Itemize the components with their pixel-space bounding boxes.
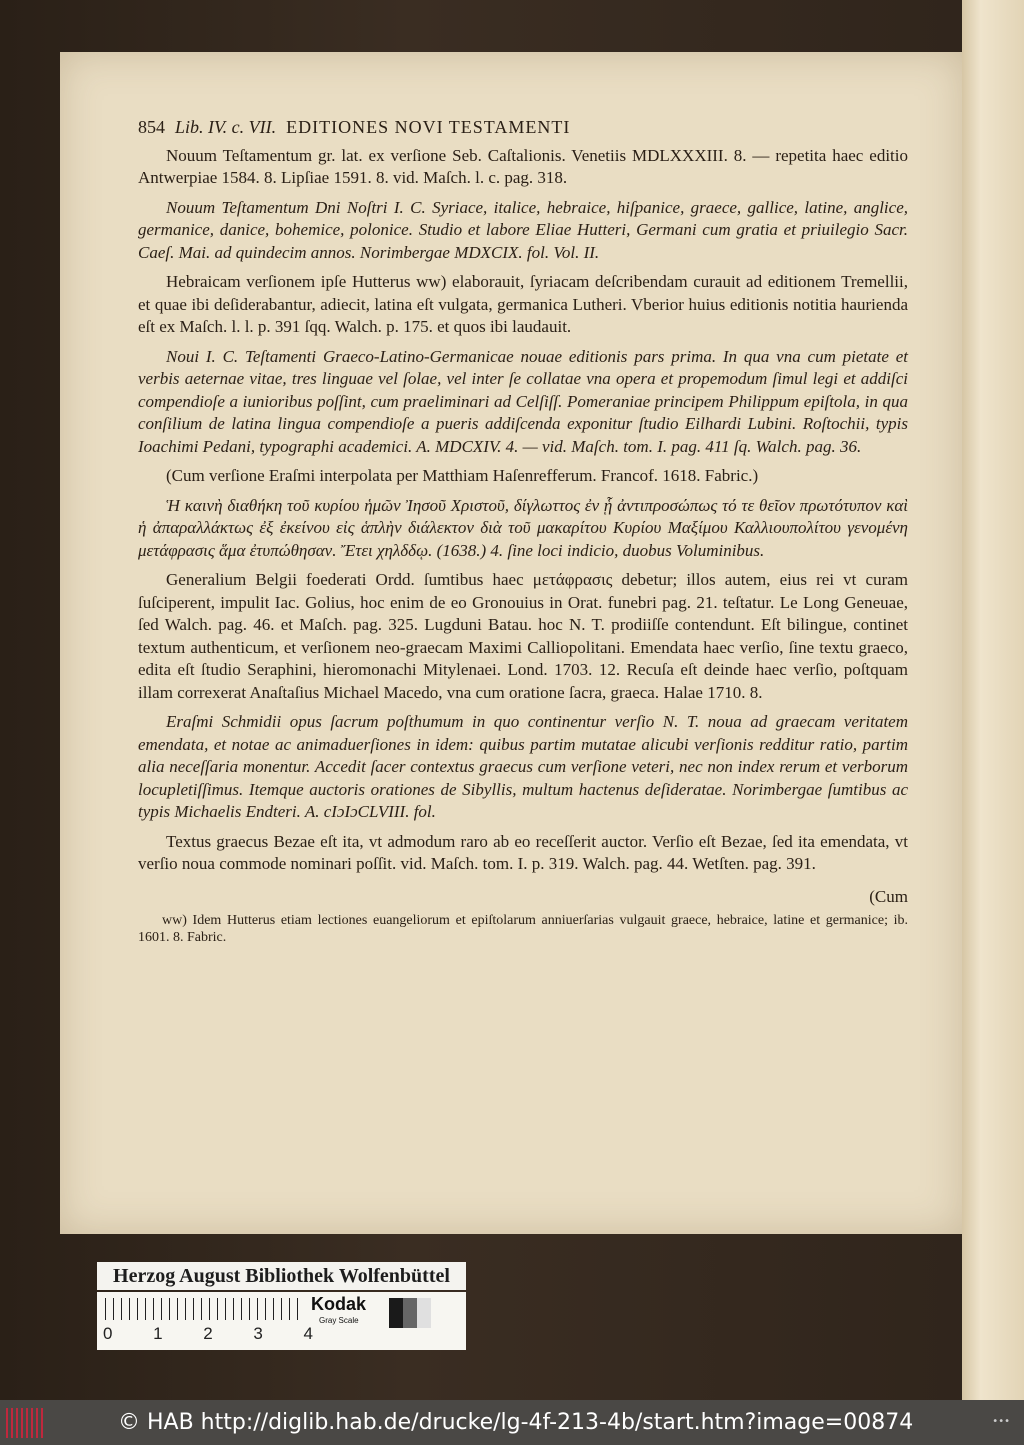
- gray-patch: [389, 1298, 403, 1328]
- paragraph: Nouum Teſtamentum gr. lat. ex verſione Seb. Caſtalionis. Venetiis MDLXXXIII. 8. — repetita haec editio Antwerpiae 1584. 8. Lipſiae 1591. 8. vid. Maſch. l. c. pag. 318.: [138, 145, 908, 187]
- running-title: EDITIONES NOVI TESTAMENTI: [286, 117, 571, 137]
- kodak-brand: Kodak: [311, 1294, 367, 1314]
- copyright-url[interactable]: © HAB http://diglib.hab.de/drucke/lg-4f-213-4b/start.htm?image=00874: [118, 1410, 914, 1435]
- paragraph: Noui I. C. Teſtamenti Graeco-Latino-Germanicae nouae editionis pars prima. In qua vna cum pietate et verbis aeternae vitae, tres linguae vel ſolae, vel inter ſe collatae vna opera et propemodum ſimul legi et addiſci compendioſe a iunioribus poſſint, cum praeliminari ad Celſiſſ. Pomeraniae principem Philippum epiſtola, in qua conſilium de latina lingua compendioſe a pueris addiſcenda exponitur ſtudio Eilhardi Lubini. Roſtochii, typis Ioachimi Pedani, typographi academici. A. MDCXIV. 4. — vid. Maſch. tom. I. pag. 411 ſq. Walch. pag. 36.: [138, 346, 908, 456]
- gray-patch: [417, 1298, 431, 1328]
- paragraph: Hebraicam verſionem ipſe Hutterus ww) elaborauit, ſyriacam deſcribendam curauit ad editionem Tremellii, et quae ibi deſiderabantur, adiecit, latina eſt vulgata, germanica Lutheri. Vberior huius editionis notitia haurienda eſt ex Maſch. l. l. p. 391 ſqq. Walch. p. 175. et quos ibi laudauit.: [138, 272, 908, 336]
- paragraph: Eraſmi Schmidii opus ſacrum poſthumum in quo continentur verſio N. T. noua ad graecam veritatem emendata, et notae ac animaduerſiones in idem: quibus partim mutatae alicubi verſionis redditur ratio, partim alia neceſſaria monentur. Accedit ſacer contextus graecus cum verſione veteri, nec non index rerum et verborum locupletiſſimus. Itemque auctoris orationes de Sibyllis, multum hactenus deſideratae. Norimbergae ſumtibus ac typis Michaelis Endteri. A. cIɔIɔCLVIII. fol.: [138, 712, 908, 821]
- next-page-edge: [962, 0, 1024, 1400]
- section-reference: Lib. IV. c. VII.: [175, 117, 277, 137]
- ruler-number: 1: [153, 1324, 163, 1343]
- library-label: Herzog August Bibliothek Wolfenbüttel: [97, 1262, 466, 1290]
- ruler-number: 4: [303, 1324, 313, 1343]
- paragraph: Generalium Belgii foederati Ordd. ſumtibus haec μετάφρασις debetur; illos autem, eius rei vt curam ſuſciperent, impulit Iac. Golius, hoc enim de eo Gronouius in Orat. funebri pag. 21. teſtatur. Le Long Geneuae, ſed Walch. pag. 46. et Maſch. pag. 325. Lugduni Batau. hoc N. T. prodiiſſe contendunt. Eſt bilingue, continet textum authenticum, et verſionem neo-graecam Maximi Calliopolitani. Emendata haec verſio, ſine textu graeco, edita eſt ſtudio Seraphini, hieromonachi Mitylenaei. Lond. 1703. 12. Recuſa eſt deinde haec verſio, poſtquam illam correxerat Anaſtaſius Michael Macedo, vna cum oratione ſacra, graeca. Halae 1710. 8.: [138, 570, 908, 702]
- viewer-footer: [0, 1400, 1024, 1445]
- footnote: ww) Idem Hutterus etiam lectiones euangeliorum et epiſtolarum anniuerſarias vulgauit graece, hebraice, latine et germanice; ib. 1601. 8. Fabric.: [138, 913, 908, 945]
- hab-logo-icon: [6, 1408, 46, 1438]
- paragraph: Nouum Teſtamentum Dni Noſtri I. C. Syriace, italice, hebraice, hiſpanice, graece, gallice, latine, anglice, germanice, danice, bohemice, polonice. Studio et labore Eliae Hutteri, Germani cum gratia et priuilegio Sacr. Caeſ. Mai. ad quindecim annos. Norimbergae MDXCIX. fol. Vol. II.: [138, 197, 908, 262]
- gray-scale-subtitle: Gray Scale: [319, 1316, 359, 1325]
- ruler-numbers: [103, 1324, 313, 1344]
- paragraph: (Cum verſione Eraſmi interpolata per Matthiam Haſenrefferum. Francof. 1618. Fabric.): [166, 466, 759, 485]
- page-number: 854: [138, 117, 165, 137]
- running-header: [138, 116, 908, 139]
- ruler-ticks: [105, 1298, 305, 1320]
- paragraph: Textus graecus Bezae eſt ita, vt admodum raro ab eo receſſerit auctor. Verſio eſt Bezae, ſed ita emendata, vt verſio noua commode nominari poſſit. vid. Maſch. tom. I. p. 319. Walch. pag. 44. Wetſten. pag. 391.: [138, 831, 908, 873]
- ruler-number: 2: [203, 1324, 213, 1343]
- more-icon[interactable]: •••: [992, 1416, 1010, 1427]
- ruler-number: 0: [103, 1324, 113, 1343]
- kodak-gray-scale: [97, 1292, 466, 1350]
- catchword: (Cum: [869, 886, 908, 906]
- ruler-number: 3: [253, 1324, 263, 1343]
- gray-patch: [403, 1298, 417, 1328]
- paragraph: Ἡ καινὴ διαθήκη τοῦ κυρίου ἡμῶν Ἰησοῦ Χριστοῦ, δίγλωττος ἐν ᾗ ἀντιπροσώπως τό τε θεῖον πρωτότυπον καὶ ἡ ἀπαραλλάκτως ἐξ ἐκείνου εἰς ἁπλὴν διάλεκτον διὰ τοῦ μακαρίτου Κυρίου Μαξίμου Καλλιουπολίτου γενομένη μετάφρασις ἅμα ἐτυπώθησαν. Ἔτει χηλδδῳ. (1638.) 4. ſine loci indicio, duobus Voluminibus.: [138, 495, 908, 560]
- page-text: [138, 116, 908, 946]
